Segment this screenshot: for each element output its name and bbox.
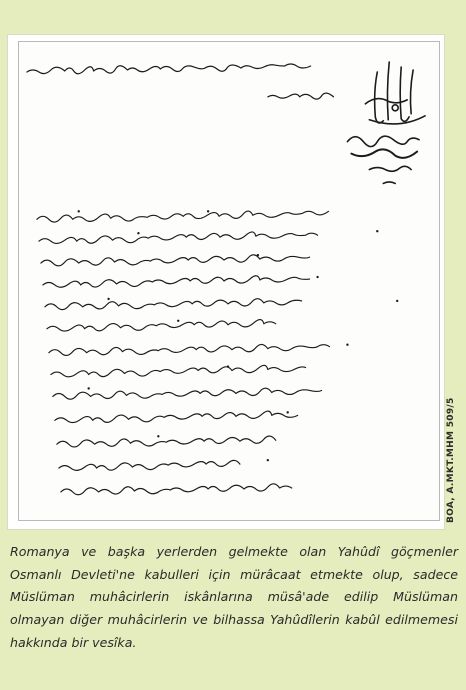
diacritic-marks [78,210,399,461]
archival-document-image [8,35,444,529]
document-caption: Romanya ve başka yerlerden gelmekte olan Yahûdî göçmenler Osmanlı Devleti'ne kabulleri için mürâcaat etmekte olup, sadece Müslüman muhâcirlerin iskânlarına müsâ'ade edilip Müslüman olmayan diğer muhâcirlerin ve bilhassa Yahûdîlerin kabûl edilmemesi hakkında bir vesîka. [10,544,458,650]
handwritten-ottoman-script [19,42,439,520]
letter-body-lines [37,211,330,495]
header-lines [27,64,334,99]
seal-emblem [347,62,425,183]
archive-reference-label: BOA, A.MKT.MHM 509/5 [446,397,456,523]
document-sheet [18,41,440,521]
